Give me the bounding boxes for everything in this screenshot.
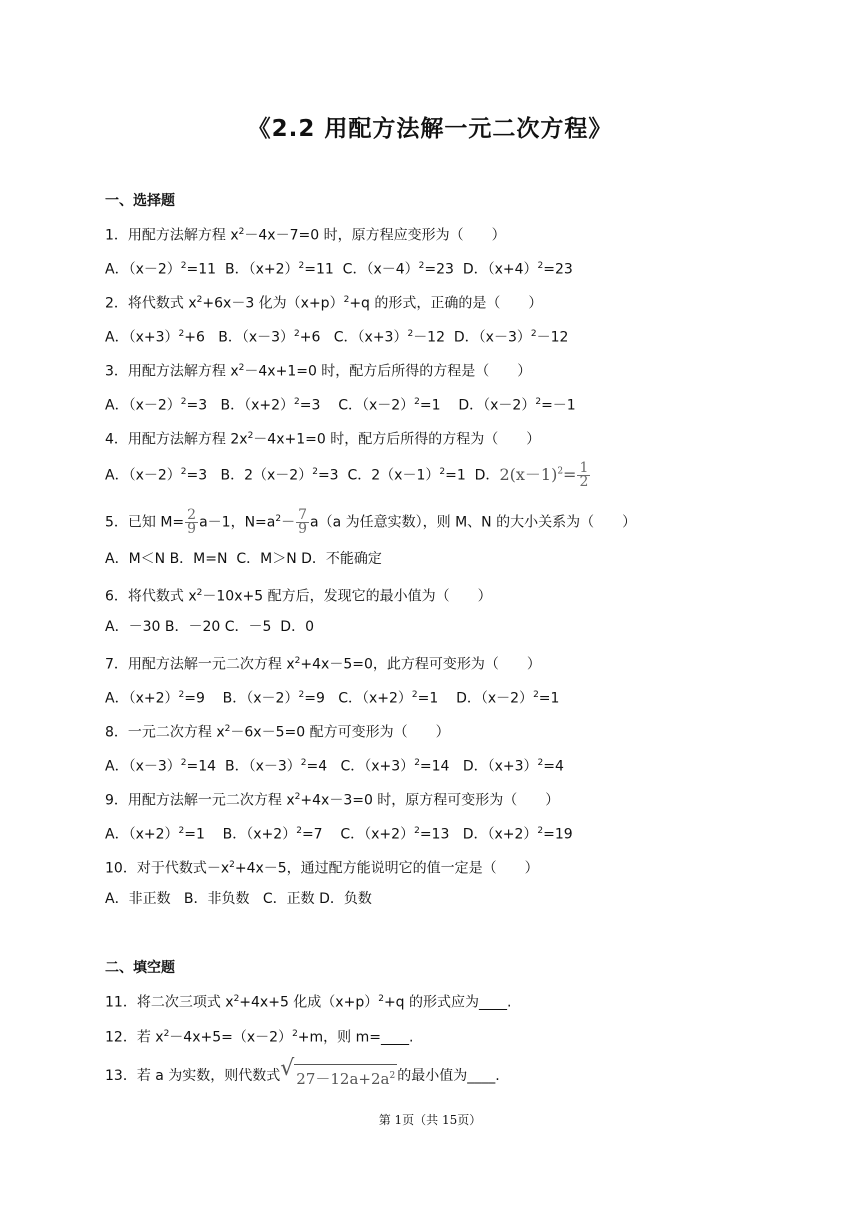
question-10-options: A．非正数 B．非负数 C．正数 D．负数 xyxy=(105,891,372,907)
fraction-seven-ninths: $\frac{7}{9}$ xyxy=(298,507,308,537)
question-7: 7．用配方法解一元二次方程 $x^2+4x-5=0$，此方程可变形为（ ） xyxy=(105,656,541,673)
question-4: 4．用配方法解方程 $2x^2-4x+1=0$ 时，配方后所得的方程为（ ） xyxy=(105,431,541,448)
question-12: 12．若 $x^2-4x+5=(x-2)^2+m$，则 m=____. xyxy=(105,1029,414,1046)
page-footer: 第 1页（共 15页） xyxy=(378,1113,482,1127)
question-1-options: A．$(x-2)^2=11$ B．$(x+2)^2=11$ C．$(x-4)^2=23$ D．$(x+4)^2=23$ xyxy=(105,261,573,278)
question-8-options: A．$(x-3)^2=14$ B．$(x-3)^2=4$ C．$(x+3)^2=14$ D．$(x+3)^2=4$ xyxy=(105,758,564,775)
section-heading-fill-in: 二、填空题 xyxy=(105,960,175,976)
section-heading-choice: 一、选择题 xyxy=(105,193,175,209)
question-3: 3．用配方法解方程 $x^2-4x+1=0$ 时，配方后所得的方程是（ ） xyxy=(105,363,532,380)
question-8: 8．一元二次方程 $x^2-6x-5=0$ 配方可变形为（ ） xyxy=(105,724,450,741)
question-5-options: A．M＜N B．M=N C．M＞N D．不能确定 xyxy=(105,551,382,567)
question-7-options: A．$(x+2)^2=9$ B．$(x-2)^2=9$ C．$(x+2)^2=1$ D．$(x-2)^2=1$ xyxy=(105,690,560,707)
question-9: 9．用配方法解一元二次方程 $x^2+4x-3=0$ 时，原方程可变形为（ ） xyxy=(105,792,560,809)
question-2: 2．将代数式 $x^2+6x-3$ 化为$(x+p)^2+q$ 的形式，正确的是（ ） xyxy=(105,295,543,312)
question-4-options: A．$(x-2)^2=3$ B．$2(x-2)^2=3$ C．$2(x-1)^2=1$ D．$2(x-1)^2=$ $\frac{1}{2}$ xyxy=(105,460,589,490)
question-1: 1．用配方法解方程 $x^2-4x-7=0$ 时，原方程应变形为（ ） xyxy=(105,227,506,244)
question-9-options: A．$(x+2)^2=1$ B．$(x+2)^2=7$ C．$(x+2)^2=13$ D．$(x+2)^2=19$ xyxy=(105,826,573,843)
square-root-expression: √ $27-12a+2a^2$ xyxy=(280,1056,396,1088)
option-d-formula: $2(x-1)^2=$ xyxy=(499,464,577,484)
question-5: 5．已知 M= $\frac{2}{9}$ a－1，$N=a^2-$ $\frac{7}{9}$ a（a 为任意实数），则 M、N 的大小关系为（ ） xyxy=(105,507,637,537)
question-11: 11．将二次三项式 $x^2+4x+5$ 化成$(x+p)^2+q$ 的形式应为____. xyxy=(105,994,512,1011)
question-13: 13．若 a 为实数，则代数式 √ $27-12a+2a^2$ 的最小值为____. xyxy=(105,1056,500,1088)
page-title: 《2.2 用配方法解一元二次方程》 xyxy=(247,116,613,142)
question-6: 6．将代数式 $x^2-10x+5$ 配方后，发现它的最小值为（ ） xyxy=(105,588,492,605)
question-3-options: A．$(x-2)^2=3$ B．$(x+2)^2=3$ C．$(x-2)^2=1$ D．$(x-2)^2=-1$ xyxy=(105,397,576,414)
fraction-two-ninths: $\frac{2}{9}$ xyxy=(187,507,197,537)
fraction-one-half: $\frac{1}{2}$ xyxy=(579,460,589,490)
radical-icon: √ xyxy=(280,1056,295,1081)
question-2-options: A．$(x+3)^2+6$ B．$(x-3)^2+6$ C．$(x+3)^2-12$ D．$(x-3)^2-12$ xyxy=(105,329,569,346)
question-10: 10．对于代数式$-x^2+4x-5$，通过配方能说明它的值一定是（ ） xyxy=(105,860,539,877)
question-6-options: A．－30 B．－20 C．－5 D．0 xyxy=(105,619,314,635)
